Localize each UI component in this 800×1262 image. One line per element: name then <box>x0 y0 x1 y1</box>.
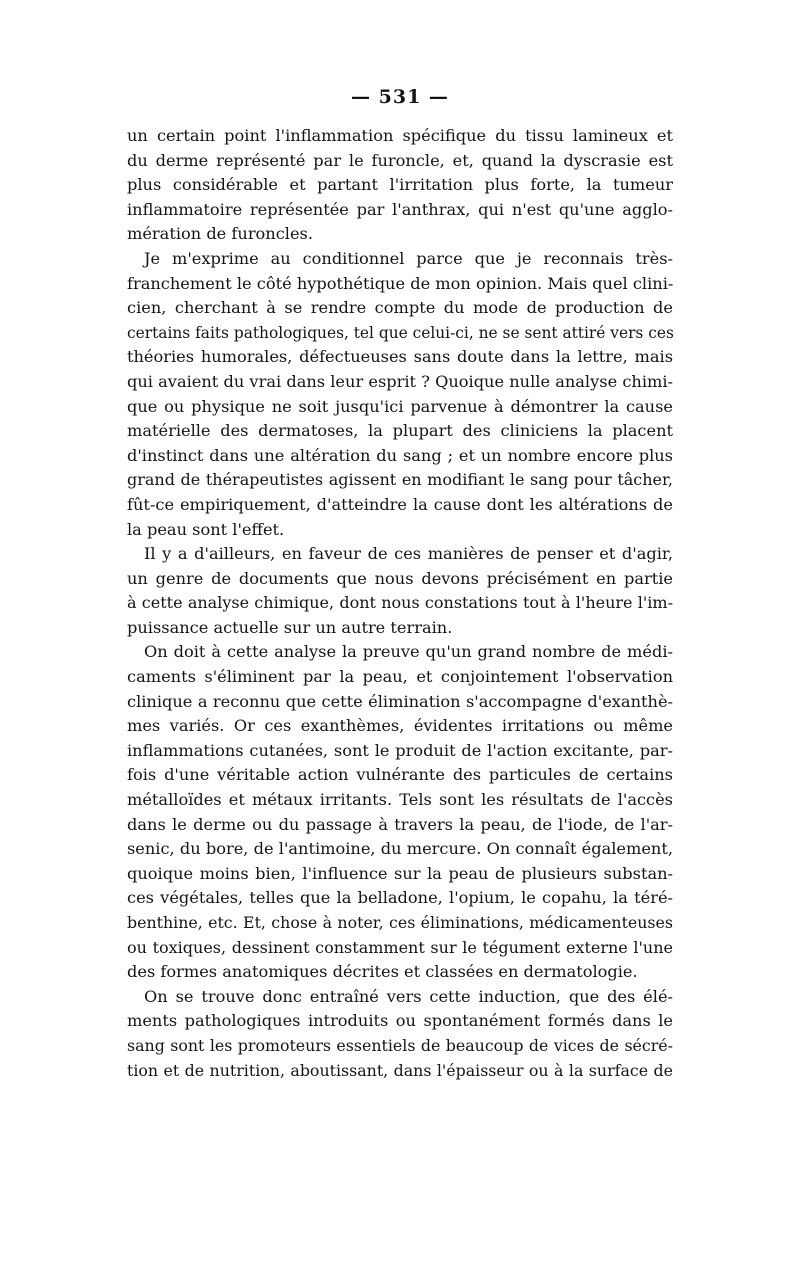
text-line: inflammatoire représentée par l'anthrax, qui n'est qu'une agglo- <box>127 199 673 219</box>
text-line: Il y a d'ailleurs, en faveur de ces manières de penser et d'agir, <box>144 544 673 564</box>
text-line: clinique a reconnu que cette élimination s'accompagne d'exanthè- <box>127 691 673 711</box>
text-line: On doit à cette analyse la preuve qu'un grand nombre de médi- <box>144 642 673 662</box>
text-line: fût-ce empiriquement, d'atteindre la cause dont les altérations de <box>127 494 673 514</box>
page-number: — 531 — <box>351 86 449 108</box>
text-line: ces végétales, telles que la belladone, l'opium, le copahu, la téré- <box>127 888 673 908</box>
text-line: ou toxiques, dessinent constamment sur le tégument externe l'une <box>127 937 673 957</box>
text-line: puissance actuelle sur un autre terrain. <box>127 617 453 637</box>
text-line: matérielle des dermatoses, la plupart des cliniciens la placent <box>127 421 673 441</box>
text-line: benthine, etc. Et, chose à noter, ces éliminations, médicamenteuses <box>127 913 673 932</box>
text-line: caments s'éliminent par la peau, et conjointement l'observation <box>127 667 673 687</box>
text-line: des formes anatomiques décrites et classées en dermatologie. <box>127 962 638 982</box>
text-line: théories humorales, défectueuses sans doute dans la lettre, mais <box>127 347 673 367</box>
text-line: certains faits pathologiques, tel que celui-ci, ne se sent attiré vers ces <box>127 323 674 342</box>
text-line: qui avaient du vrai dans leur esprit ? Quoique nulle analyse chimi- <box>127 371 673 391</box>
text-line: mération de furoncles. <box>127 224 314 244</box>
text-line: inflammations cutanées, sont le produit de l'action excitante, par- <box>127 740 673 760</box>
text-line: quoique moins bien, l'influence sur la peau de plusieurs substan- <box>127 863 673 883</box>
text-line: On se trouve donc entraîné vers cette induction, que des élé- <box>144 986 673 1006</box>
text-line: cien, cherchant à se rendre compte du mode de production de <box>127 298 673 318</box>
text-line: Je m'exprime au conditionnel parce que je reconnais très- <box>144 248 673 268</box>
text-line: mes variés. Or ces exanthèmes, évidentes irritations ou même <box>127 716 673 736</box>
text-line: un certain point l'inflammation spécifique du tissu lamineux et <box>127 126 673 145</box>
text-line: la peau sont l'effet. <box>127 519 285 539</box>
text-line: métalloïdes et métaux irritants. Tels sont les résultats de l'accès <box>127 790 673 810</box>
text-line: que ou physique ne soit jusqu'ici parvenue à démontrer la cause <box>127 396 673 416</box>
text-line: senic, du bore, de l'antimoine, du mercure. On connaît également, <box>127 839 673 859</box>
text-line: du derme représenté par le furoncle, et, quand la dyscrasie est <box>127 150 673 170</box>
body-text <box>127 124 673 1083</box>
text-line: un genre de documents que nous devons précisément en partie <box>127 568 673 588</box>
text-line: à cette analyse chimique, dont nous constations tout à l'heure l'im- <box>127 593 673 613</box>
text-line: d'instinct dans une altération du sang ; et un nombre encore plus <box>127 445 673 465</box>
text-line: ments pathologiques introduits ou spontanément formés dans le <box>127 1011 673 1031</box>
text-line: sang sont les promoteurs essentiels de beaucoup de vices de sécré- <box>127 1035 673 1055</box>
text-line: grand de thérapeutistes agissent en modifiant le sang pour tâcher, <box>127 470 673 490</box>
text-line: dans le derme ou du passage à travers la peau, de l'iode, de l'ar- <box>127 814 673 834</box>
text-line: franchement le côté hypothétique de mon opinion. Mais quel clini- <box>127 273 674 293</box>
text-line: fois d'une véritable action vulnérante des particules de certains <box>127 765 673 785</box>
text-line: plus considérable et partant l'irritation plus forte, la tumeur <box>127 175 673 195</box>
text-line: tion et de nutrition, aboutissant, dans l'épaisseur ou à la surface de <box>127 1060 673 1080</box>
